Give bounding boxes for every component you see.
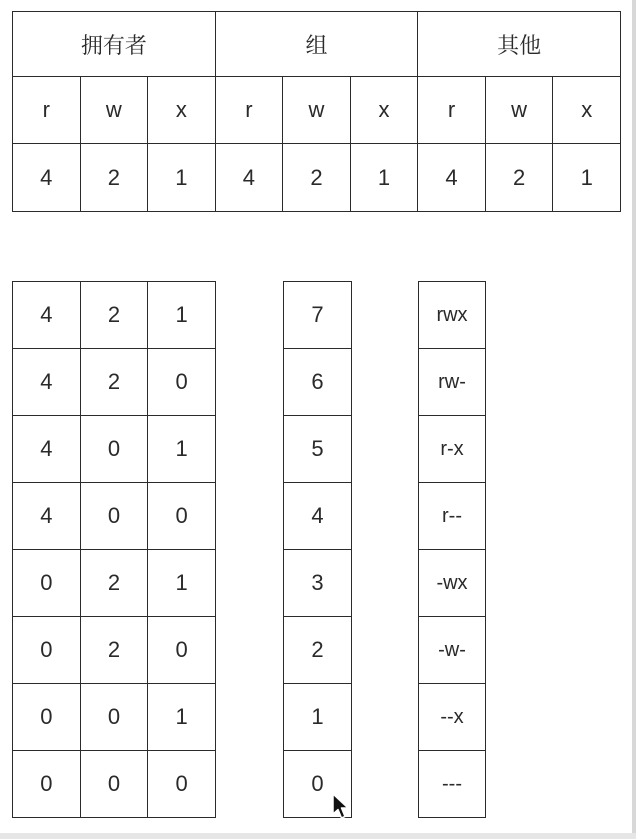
table-row xyxy=(419,684,486,751)
bit-cell: 0 xyxy=(148,349,216,416)
symbol-cell: r-x xyxy=(419,416,486,483)
octal-cell: 6 xyxy=(284,349,352,416)
bit-cell: 0 xyxy=(13,751,81,818)
flag-cell: r xyxy=(13,77,81,144)
bit-cell: 0 xyxy=(80,483,148,550)
octal-table xyxy=(283,281,352,818)
symbol-cell: rw- xyxy=(419,349,486,416)
flag-cell: w xyxy=(485,77,553,144)
table-row xyxy=(13,617,216,684)
bit-cell: 1 xyxy=(148,416,216,483)
bit-cell: 0 xyxy=(80,684,148,751)
symbol-cell: r-- xyxy=(419,483,486,550)
value-cell: 4 xyxy=(418,144,486,212)
bit-cell: 0 xyxy=(13,684,81,751)
value-cell: 4 xyxy=(215,144,283,212)
flag-cell: x xyxy=(553,77,621,144)
flag-cell: x xyxy=(148,77,216,144)
table-row xyxy=(419,751,486,818)
symbol-cell: --- xyxy=(419,751,486,818)
table-row xyxy=(419,617,486,684)
symbol-cell: -w- xyxy=(419,617,486,684)
octal-cell: 0 xyxy=(284,751,352,818)
group-group-cell: 组 xyxy=(215,12,418,77)
value-cell: 1 xyxy=(148,144,216,212)
value-cell: 2 xyxy=(485,144,553,212)
table-row xyxy=(284,349,352,416)
table-row xyxy=(419,282,486,349)
bit-cell: 1 xyxy=(148,684,216,751)
bit-cell: 4 xyxy=(13,349,81,416)
bit-cell: 4 xyxy=(13,483,81,550)
octal-cell: 2 xyxy=(284,617,352,684)
flag-cell: r xyxy=(215,77,283,144)
table-row xyxy=(13,282,216,349)
flag-row xyxy=(13,77,621,144)
bit-cell: 1 xyxy=(148,550,216,617)
octal-cell: 7 xyxy=(284,282,352,349)
bit-cell: 0 xyxy=(148,483,216,550)
value-cell: 2 xyxy=(80,144,148,212)
octal-cell: 5 xyxy=(284,416,352,483)
table-row xyxy=(13,751,216,818)
flag-cell: r xyxy=(418,77,486,144)
table-row xyxy=(419,550,486,617)
frame-edge-bottom xyxy=(0,833,636,839)
table-row xyxy=(284,282,352,349)
bit-cell: 0 xyxy=(148,751,216,818)
bit-cell: 0 xyxy=(148,617,216,684)
table-row xyxy=(284,483,352,550)
permission-table xyxy=(12,11,621,212)
table-row xyxy=(284,684,352,751)
value-cell: 1 xyxy=(350,144,418,212)
value-row xyxy=(13,144,621,212)
flag-cell: x xyxy=(350,77,418,144)
group-header-row xyxy=(13,12,621,77)
bit-cell: 0 xyxy=(80,416,148,483)
bit-cell: 4 xyxy=(13,282,81,349)
bit-cell: 4 xyxy=(13,416,81,483)
table-row xyxy=(419,483,486,550)
table-row xyxy=(13,416,216,483)
symbol-cell: -wx xyxy=(419,550,486,617)
symbol-cell: rwx xyxy=(419,282,486,349)
table-row xyxy=(284,416,352,483)
value-cell: 2 xyxy=(283,144,351,212)
octal-cell: 3 xyxy=(284,550,352,617)
bit-cell: 0 xyxy=(13,617,81,684)
group-other-cell: 其他 xyxy=(418,12,621,77)
table-row xyxy=(284,550,352,617)
mouse-cursor-icon xyxy=(331,793,353,821)
bit-cell: 2 xyxy=(80,550,148,617)
octal-cell: 4 xyxy=(284,483,352,550)
bit-cell: 2 xyxy=(80,282,148,349)
frame-edge-right xyxy=(632,0,636,839)
bit-cell: 0 xyxy=(13,550,81,617)
bit-cell: 2 xyxy=(80,349,148,416)
table-row xyxy=(13,483,216,550)
flag-cell: w xyxy=(283,77,351,144)
bit-cell: 1 xyxy=(148,282,216,349)
octal-cell: 1 xyxy=(284,684,352,751)
table-row xyxy=(419,349,486,416)
bit-cell: 0 xyxy=(80,751,148,818)
value-cell: 4 xyxy=(13,144,81,212)
value-cell: 1 xyxy=(553,144,621,212)
bit-cell: 2 xyxy=(80,617,148,684)
flag-cell: w xyxy=(80,77,148,144)
table-row xyxy=(284,617,352,684)
table-row xyxy=(13,349,216,416)
table-row xyxy=(13,550,216,617)
group-owner-cell: 拥有者 xyxy=(13,12,216,77)
table-row xyxy=(13,684,216,751)
symbol-table xyxy=(418,281,486,818)
symbol-cell: --x xyxy=(419,684,486,751)
bits-table xyxy=(12,281,216,818)
table-row xyxy=(419,416,486,483)
